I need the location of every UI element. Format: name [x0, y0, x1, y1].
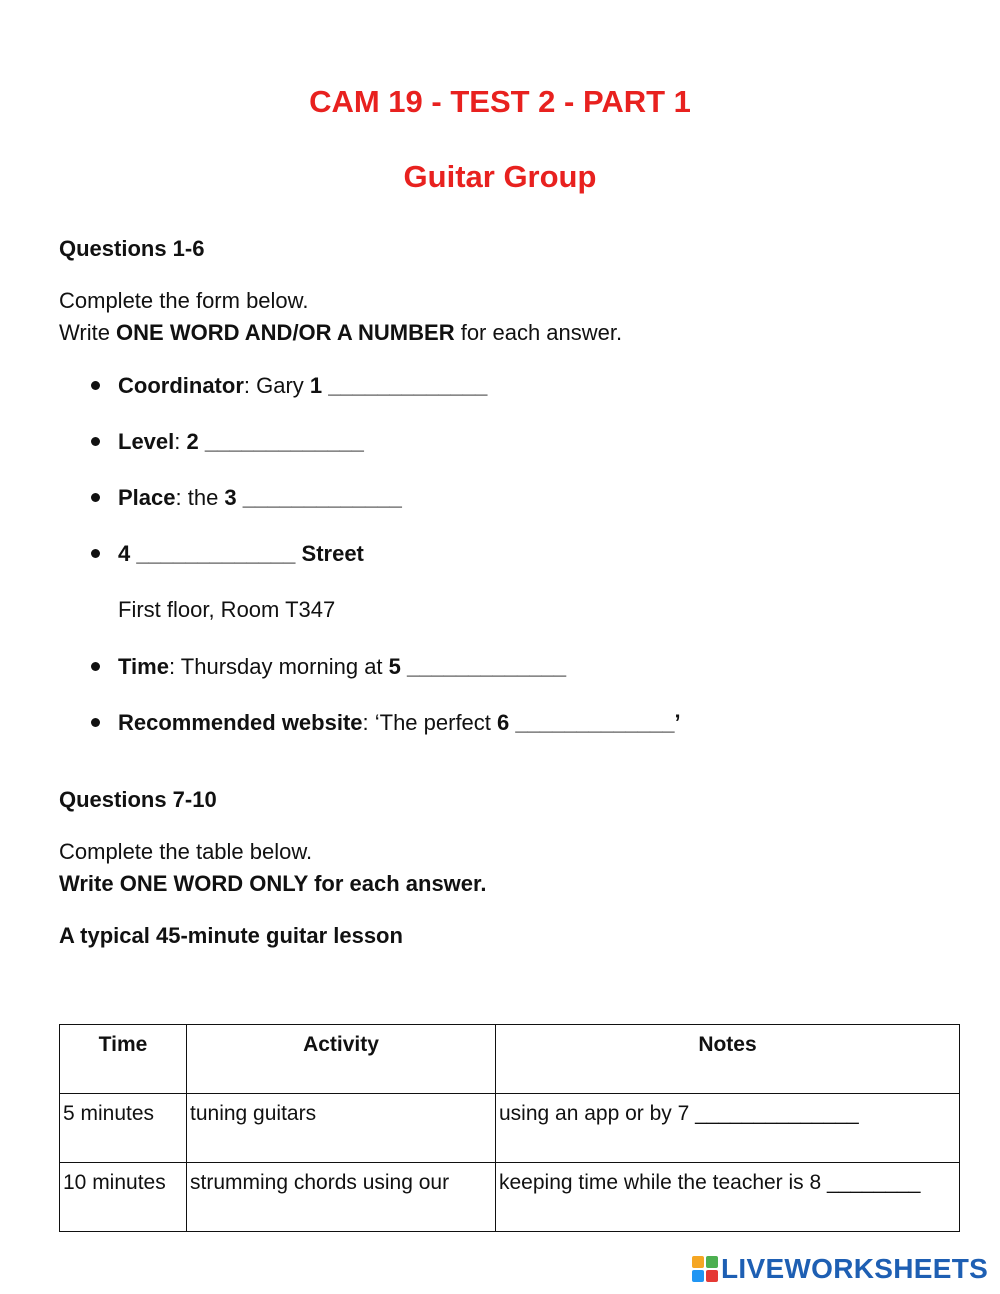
table-row [60, 1163, 960, 1232]
section1-instruction2: Write ONE WORD AND/OR A NUMBER for each answer. [59, 320, 623, 345]
column-header-activity: Activity [187, 1025, 496, 1094]
page-subtitle: Guitar Group [403, 159, 597, 194]
lesson-table [59, 1024, 960, 1232]
liveworksheets-logo [692, 1254, 988, 1284]
section2-instruction2: Write ONE WORD ONLY for each answer. [59, 871, 487, 896]
form-item-level: Level: 2 _____________ [118, 429, 364, 454]
address-note: First floor, Room T347 [118, 597, 336, 622]
section1-instruction1: Complete the form below. [59, 288, 309, 313]
table-title: A typical 45-minute guitar lesson [59, 923, 403, 948]
bullet-dot [91, 549, 100, 558]
answer-blank-3[interactable]: 3 _____________ [224, 485, 402, 510]
bullet-dot [91, 662, 100, 671]
answer-blank-6[interactable]: 6 _____________’ [497, 710, 681, 735]
answer-blank-1[interactable]: 1 _____________ [309, 373, 488, 398]
column-header-time: Time [60, 1025, 187, 1094]
form-item-place: Place: the 3 _____________ [118, 485, 402, 510]
bullet-dot [91, 493, 100, 502]
form-item-street [118, 541, 364, 567]
section2-instruction1: Complete the table below. [59, 839, 313, 864]
answer-blank-2[interactable]: 2 _____________ [186, 429, 364, 454]
table-cell-notes-answer-8[interactable]: keeping time while the teacher is 8 ________ [496, 1163, 960, 1232]
form-item-time: Time: Thursday morning at 5 _____________ [118, 654, 567, 679]
column-header-notes: Notes [496, 1025, 960, 1094]
table-cell-activity: tuning guitars [187, 1094, 496, 1163]
bullet-dot [91, 718, 100, 727]
form-item-coordinator: Coordinator: Gary 1 _____________ [118, 373, 488, 398]
table-cell-activity: strumming chords using our [187, 1163, 496, 1232]
liveworksheets-logo-icon [692, 1256, 718, 1282]
form-item-website: Recommended website: ‘The perfect 6 _____________’ [118, 710, 681, 735]
table-cell-notes-answer-7[interactable]: using an app or by 7 ______________ [496, 1094, 960, 1163]
answer-blank-4[interactable]: 4 _____________ Street [118, 541, 364, 566]
page-title: CAM 19 - TEST 2 - PART 1 [309, 84, 691, 119]
table-cell-time: 10 minutes [60, 1163, 187, 1232]
table-row [60, 1094, 960, 1163]
bullet-dot [91, 381, 100, 390]
section2-heading: Questions 7-10 [59, 787, 217, 812]
bullet-dot [91, 437, 100, 446]
table-header-row [60, 1025, 960, 1094]
logo-text: LIVEWORKSHEETS [721, 1253, 989, 1284]
table-cell-time: 5 minutes [60, 1094, 187, 1163]
answer-blank-5[interactable]: 5 _____________ [388, 654, 567, 679]
section1-heading: Questions 1-6 [59, 236, 205, 261]
